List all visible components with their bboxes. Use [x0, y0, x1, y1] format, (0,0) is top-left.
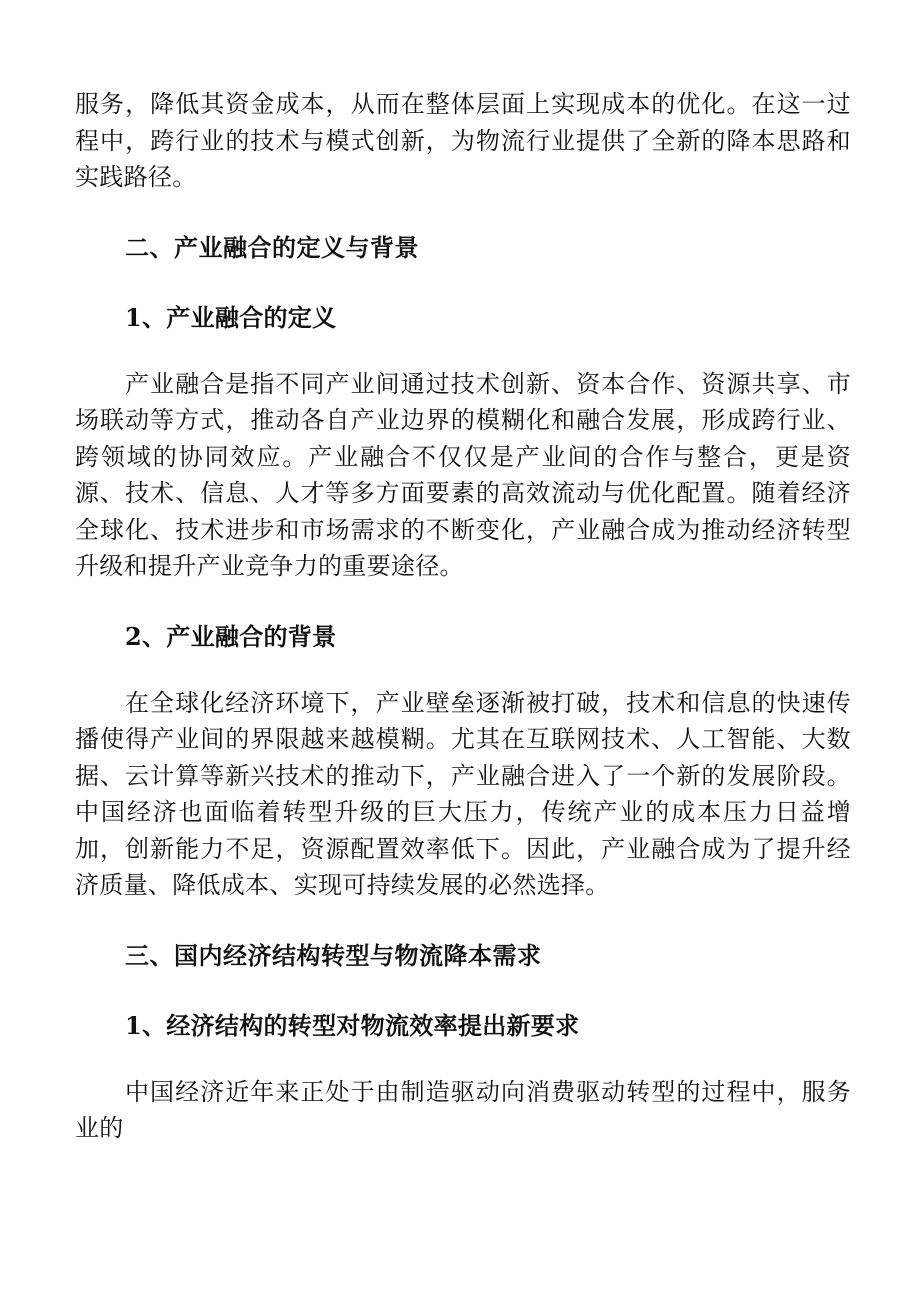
section-2-heading: 二、产业融合的定义与背景 [125, 233, 419, 262]
section-2-2-paragraph: 在全球化经济环境下，产业壁垒逐渐被打破，技术和信息的快速传播使得产业间的界限越来越模糊。尤其在互联网技术、人工智能、大数据、云计算等新兴技术的推动下，产业融合进入了一个新的发展阶段。中国经济也面临着转型升级的巨大压力，传统产业的成本压力日益增加，创新能力不足，资源配置效率低下。因此，产业融合成为了提升经济质量、降低成本、实现可持续发展的必然选择。 [75, 688, 851, 899]
section-3-1-paragraph: 中国经济近年来正处于由制造驱动向消费驱动转型的过程中，服务业的 [75, 1077, 851, 1142]
section-3-heading: 三、国内经济结构转型与物流降本需求 [125, 941, 542, 970]
intro-paragraph: 服务，降低其资金成本，从而在整体层面上实现成本的优化。在这一过程中，跨行业的技术与模式创新，为物流行业提供了全新的降本思路和实践路径。 [75, 90, 851, 191]
section-2-2-heading: 2、产业融合的背景 [125, 621, 337, 651]
section-3-1-heading: 1、经济结构的转型对物流效率提出新要求 [125, 1010, 580, 1040]
section-2-1-paragraph: 产业融合是指不同产业间通过技术创新、资本合作、资源共享、市场联动等方式，推动各自产业边界的模糊化和融合发展，形成跨行业、跨领域的协同效应。产业融合不仅仅是产业间的合作与整合，更是资源、技术、信息、人才等多方面要素的高效流动与优化配置。随着经济全球化、技术进步和市场需求的不断变化，产业融合成为推动经济转型升级和提升产业竞争力的重要途径。 [75, 369, 851, 580]
section-2-1-heading: 1、产业融合的定义 [125, 302, 337, 332]
document-page [75, 86, 851, 1147]
